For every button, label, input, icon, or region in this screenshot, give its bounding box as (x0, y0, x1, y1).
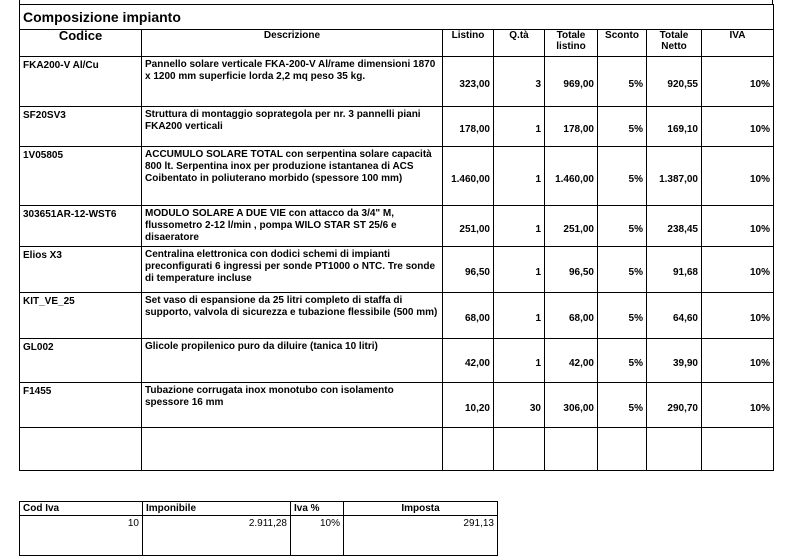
column-header-sconto: Sconto (598, 30, 647, 57)
cell-descrizione: Pannello solare verticale FKA-200-V Al/rame dimensioni 1870 x 1200 mm superficie lorda 2,2 mq peso 35 kg. (142, 57, 443, 107)
cell-descrizione: Centralina elettronica con dodici schemi di impianti preconfigurati 6 ingressi per sonde PT1000 o NTC. Tre sonde di temperature incluse (142, 247, 443, 293)
cell-listino: 10,20 (443, 383, 494, 428)
cell-imponibile: 2.911,28 (143, 516, 291, 556)
cell-totale-netto: 920,55 (647, 57, 702, 107)
cell-codice: Elios X3 (20, 247, 142, 293)
column-header-cod-iva: Cod Iva (20, 502, 143, 516)
cell-totale-netto: 39,90 (647, 339, 702, 383)
cell-descrizione: ACCUMULO SOLARE TOTAL con serpentina solare capacità 800 lt. Serpentina inox per produzione istantanea di ACS Coibentato in poliuterano morbido (spessore 100 mm) (142, 147, 443, 206)
cell-codice: 303651AR-12-WST6 (20, 206, 142, 247)
iva-summary-table (19, 501, 498, 556)
cell-sconto: 5% (598, 147, 647, 206)
cell-listino: 68,00 (443, 293, 494, 339)
cell-codice: FKA200-V Al/Cu (20, 57, 142, 107)
cell-totale-listino: 42,00 (545, 339, 598, 383)
cell-totale-netto: 1.387,00 (647, 147, 702, 206)
table-row (20, 339, 774, 383)
cell-totale-listino: 68,00 (545, 293, 598, 339)
cell-listino: 251,00 (443, 206, 494, 247)
cell-iva: 10% (702, 247, 774, 293)
cell-iva: 10% (702, 147, 774, 206)
column-header-iva-pct: Iva % (291, 502, 344, 516)
cell-descrizione: Tubazione corrugata inox monotubo con isolamento spessore 16 mm (142, 383, 443, 428)
cell-qta: 1 (494, 247, 545, 293)
cell-sconto: 5% (598, 57, 647, 107)
cell-listino: 96,50 (443, 247, 494, 293)
cell-totale-listino: 1.460,00 (545, 147, 598, 206)
cell-sconto: 5% (598, 247, 647, 293)
cell-codice: KIT_VE_25 (20, 293, 142, 339)
column-header-totale-listino: Totale listino (545, 30, 598, 57)
cell-codice: F1455 (20, 383, 142, 428)
table-row (20, 107, 774, 147)
cell-listino: 1.460,00 (443, 147, 494, 206)
table-row (20, 383, 774, 428)
cell-sconto: 5% (598, 383, 647, 428)
cell-totale-listino: 306,00 (545, 383, 598, 428)
cell-iva: 10% (702, 383, 774, 428)
column-header-qta: Q.tà (494, 30, 545, 57)
column-header-iva: IVA (702, 30, 774, 57)
cell-totale-netto: 91,68 (647, 247, 702, 293)
table-row (20, 247, 774, 293)
cell-qta: 3 (494, 57, 545, 107)
cell-totale-netto: 290,70 (647, 383, 702, 428)
cell-qta: 1 (494, 147, 545, 206)
cell-qta: 1 (494, 339, 545, 383)
cell-qta: 1 (494, 107, 545, 147)
table-row-empty (20, 428, 774, 471)
cell-listino: 42,00 (443, 339, 494, 383)
cell-descrizione: Struttura di montaggio soprategola per nr. 3 pannelli piani FKA200 verticali (142, 107, 443, 147)
column-header-descrizione: Descrizione (142, 30, 443, 57)
cell-descrizione: MODULO SOLARE A DUE VIE con attacco da 3/4" M, flussometro 2-12 l/min , pompa WILO STAR ST 25/6 e disaeratore (142, 206, 443, 247)
cell-codice: 1V05805 (20, 147, 142, 206)
cell-sconto: 5% (598, 339, 647, 383)
cell-totale-listino: 969,00 (545, 57, 598, 107)
cell-totale-netto: 64,60 (647, 293, 702, 339)
cell-totale-netto: 238,45 (647, 206, 702, 247)
column-header-codice: Codice (20, 30, 142, 57)
cell-iva: 10% (702, 206, 774, 247)
cell-iva: 10% (702, 107, 774, 147)
cell-qta: 30 (494, 383, 545, 428)
cell-codice: GL002 (20, 339, 142, 383)
cell-sconto: 5% (598, 107, 647, 147)
table-row (20, 293, 774, 339)
cell-codice: SF20SV3 (20, 107, 142, 147)
cell-listino: 323,00 (443, 57, 494, 107)
cell-totale-listino: 96,50 (545, 247, 598, 293)
cell-listino: 178,00 (443, 107, 494, 147)
cell-qta: 1 (494, 206, 545, 247)
cell-iva-pct: 10% (291, 516, 344, 556)
components-table (19, 4, 774, 471)
section-title: Composizione impianto (20, 5, 774, 30)
cell-sconto: 5% (598, 293, 647, 339)
column-header-listino: Listino (443, 30, 494, 57)
cell-totale-listino: 178,00 (545, 107, 598, 147)
cell-totale-netto: 169,10 (647, 107, 702, 147)
cell-qta: 1 (494, 293, 545, 339)
table-row (20, 206, 774, 247)
table-row (20, 147, 774, 206)
table-row (20, 516, 498, 556)
cell-iva: 10% (702, 293, 774, 339)
cell-cod-iva: 10 (20, 516, 143, 556)
cell-sconto: 5% (598, 206, 647, 247)
cell-iva: 10% (702, 339, 774, 383)
table-row (20, 57, 774, 107)
cell-imposta: 291,13 (344, 516, 498, 556)
cell-descrizione: Set vaso di espansione da 25 litri completo di staffa di supporto, valvola di sicurezza e tubazione flessibile (500 mm) (142, 293, 443, 339)
table-header (20, 30, 774, 57)
cell-iva: 10% (702, 57, 774, 107)
cell-descrizione: Glicole propilenico puro da diluire (tanica 10 litri) (142, 339, 443, 383)
column-header-imposta: Imposta (344, 502, 498, 516)
column-header-imponibile: Imponibile (143, 502, 291, 516)
column-header-totale-netto: Totale Netto (647, 30, 702, 57)
cell-totale-listino: 251,00 (545, 206, 598, 247)
